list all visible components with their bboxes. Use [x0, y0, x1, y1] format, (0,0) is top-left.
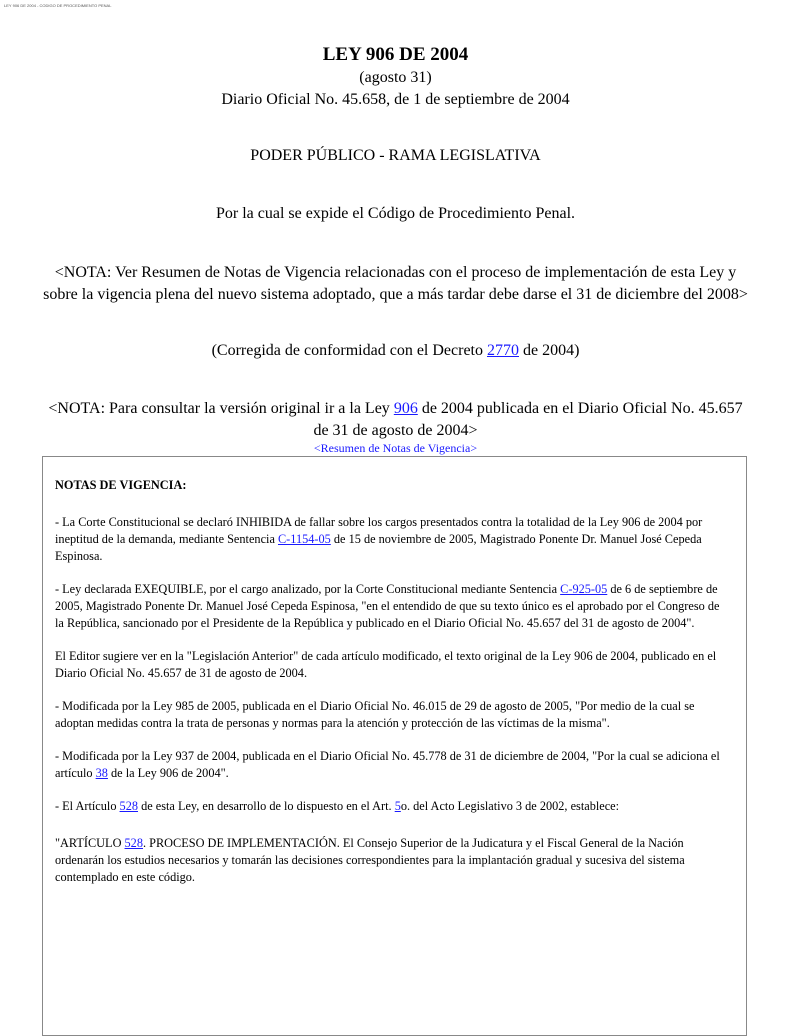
articulo-528-text	[55, 835, 727, 886]
law-purpose: Por la cual se expide el Código de Procedimiento Penal.	[215, 205, 576, 222]
nota-ley-937-pre: - Modificada por la Ley 937 de 2004, publicada en el Diario Oficial No. 45.778 de 31 de diciembre de 2004, "Por la cual se adiciona el artículo	[55, 749, 720, 780]
nota-articulo-528	[55, 798, 727, 815]
nota-exequible	[55, 581, 727, 632]
nota-vigencia-implementacion: <NOTA: Ver Resumen de Notas de Vigencia relacionadas con el proceso de implementación de esta Ley y sobre la vigencia plena del nuevo sistema adoptado, que a más tardar debe darse el 31 de diciembre del 2008>	[43, 264, 748, 303]
corregida-text-post: de 2004)	[519, 342, 580, 359]
resumen-notas-link-line	[0, 441, 791, 456]
nota-528-post: o. del Acto Legislativo 3 de 2002, establece:	[400, 799, 620, 813]
print-header: LEY 906 DE 2004 - CODIGO DE PROCEDIMIENTO PENAL	[4, 3, 112, 8]
notas-vigencia-heading: NOTAS DE VIGENCIA:	[55, 478, 187, 492]
nota-ley-937-post: de la Ley 906 de 2004".	[107, 766, 229, 780]
nota-inhibida	[55, 514, 727, 565]
nota2-text-pre: <NOTA: Para consultar la versión original ir a la Ley	[48, 400, 394, 417]
law-title: LEY 906 DE 2004	[322, 44, 469, 65]
decreto-2770-link[interactable]: 2770	[487, 342, 519, 359]
notas-vigencia-box	[42, 456, 747, 1036]
nota-exequible-post: de 6 de septiembre de 2005, Magistrado Ponente Dr. Manuel José Cepeda Espinosa, "en el entendido de que su texto único es el aprobado por el Congreso de la República, sancionado por el Presidente de la República y publicado en el Diario Oficial No. 45.657 del 31 de agosto de 2004".	[55, 582, 720, 630]
art528-post: . PROCESO DE IMPLEMENTACIÓN. El Consejo Superior de la Judicatura y el Fiscal General de la Nación ordenarán los estudios necesarios y tomarán las decisiones correspondientes para la implantación gradual y sucesiva del sistema contemplado en este código.	[55, 836, 685, 884]
articulo-528-link[interactable]: 528	[119, 799, 138, 813]
notas-vigencia-content	[55, 477, 727, 902]
nota-editor: El Editor sugiere ver en la "Legislación Anterior" de cada artículo modificado, el texto original de la Ley 906 de 2004, publicado en el Diario Oficial No. 45.657 de 31 de agosto de 2004.	[55, 649, 717, 680]
nota-version-original	[40, 398, 751, 442]
articulo-528-inline-link[interactable]: 528	[124, 836, 143, 850]
corregida-note	[0, 342, 791, 360]
articulo-38-link[interactable]: 38	[95, 766, 108, 780]
nota-inhibida-post: de 15 de noviembre de 2005, Magistrado Ponente Dr. Manuel José Cepeda Espinosa.	[55, 532, 702, 563]
corregida-text-pre: (Corregida de conformidad con el Decreto	[211, 342, 487, 359]
nota-528-pre: - El Artículo	[55, 799, 120, 813]
sentencia-c-925-05-link[interactable]: C-925-05	[560, 582, 608, 596]
poder-publico-heading: PODER PÚBLICO - RAMA LEGISLATIVA	[250, 147, 541, 164]
art528-pre: "ARTÍCULO	[55, 836, 125, 850]
law-date: (agosto 31)	[359, 69, 432, 86]
nota-inhibida-pre: - La Corte Constitucional se declaró INHIBIDA de fallar sobre los cargos presentados contra la totalidad de la Ley 906 de 2004 por ineptitud de la demanda, mediante Sentencia	[55, 515, 703, 546]
nota-ley-937	[55, 748, 727, 782]
sentencia-c-1154-05-link[interactable]: C-1154-05	[277, 532, 331, 546]
nota-528-mid: de esta Ley, en desarrollo de lo dispuesto en el Art.	[138, 799, 395, 813]
ley-906-link[interactable]: 906	[393, 400, 418, 417]
diario-oficial-reference: Diario Oficial No. 45.658, de 1 de septiembre de 2004	[221, 91, 570, 108]
articulo-5-link[interactable]: 5	[394, 799, 401, 813]
resumen-notas-vigencia-link[interactable]: <Resumen de Notas de Vigencia>	[313, 441, 478, 455]
nota-exequible-pre: - Ley declarada EXEQUIBLE, por el cargo analizado, por la Corte Constitucional mediante Sentencia	[55, 582, 561, 596]
nota2-text-post: de 2004 publicada en el Diario Oficial No. 45.657 de 31 de agosto de 2004>	[313, 400, 743, 439]
nota-ley-985: - Modificada por la Ley 985 de 2005, publicada en el Diario Oficial No. 46.015 de 29 de agosto de 2005, "Por medio de la cual se adoptan medidas contra la trata de personas y normas para la atención y protección de las víctimas de la misma".	[55, 699, 695, 730]
